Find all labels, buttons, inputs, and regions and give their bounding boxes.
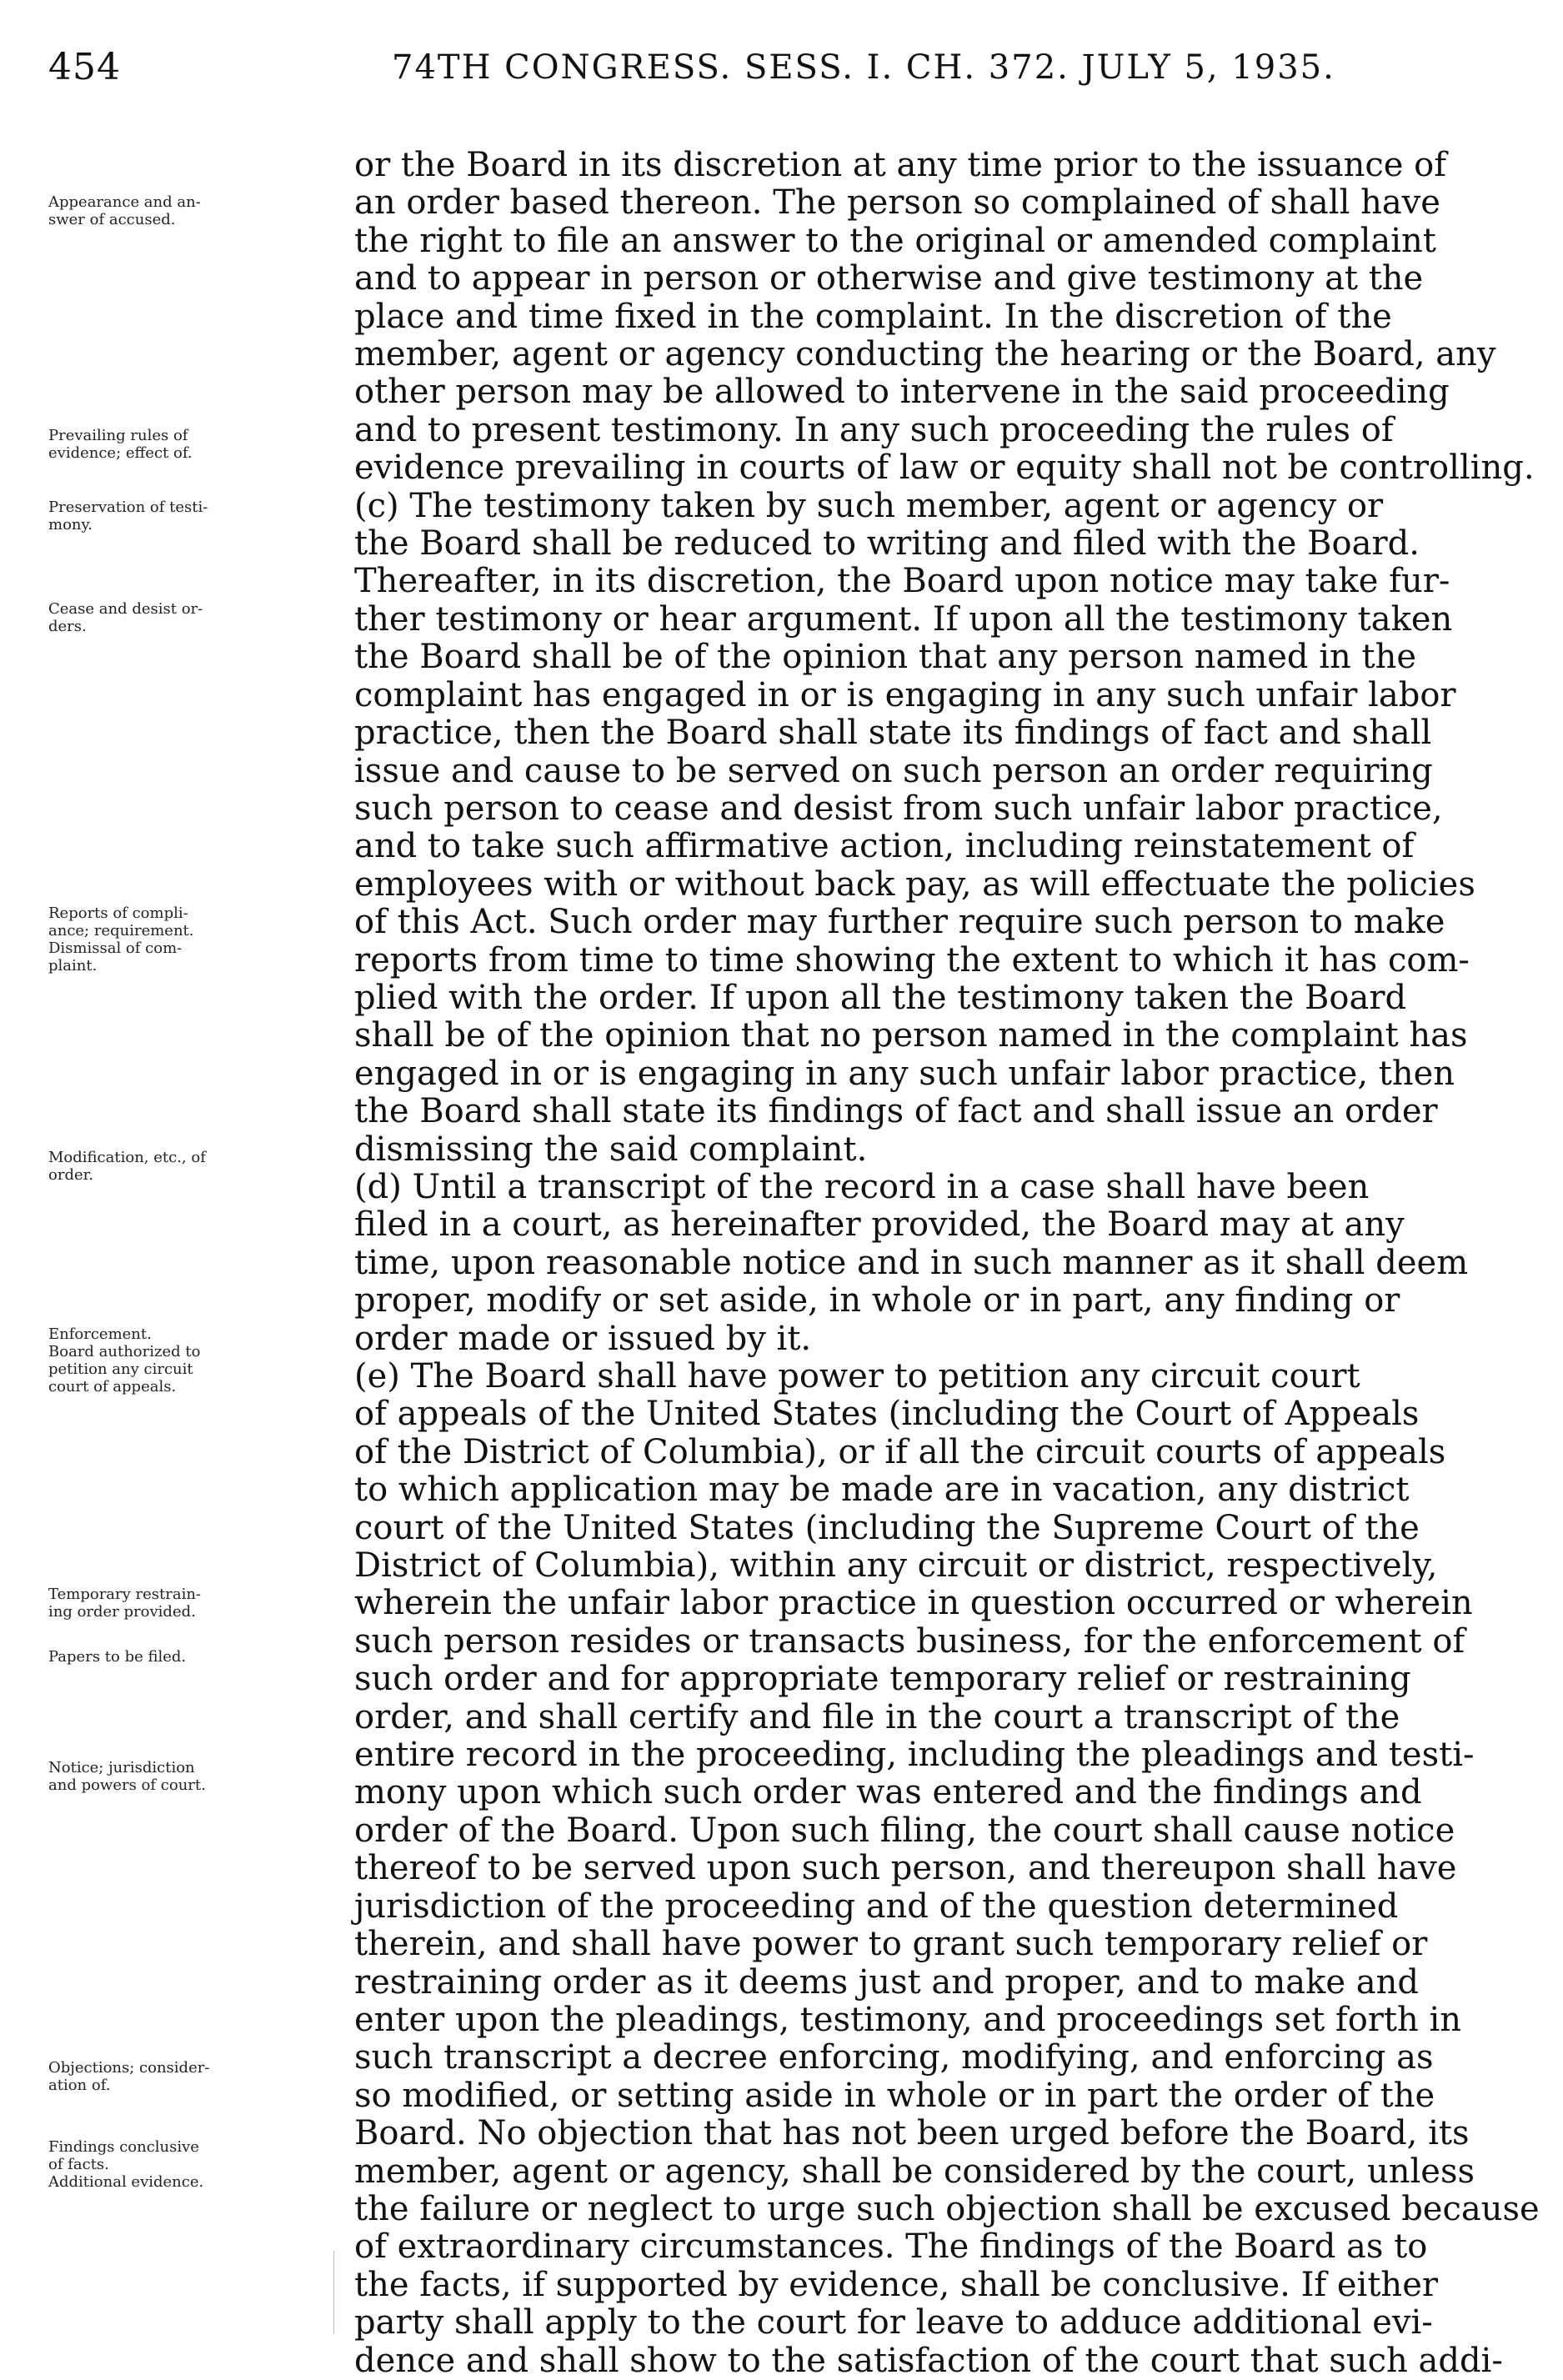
text-line: complaint has engaged in or is engaging in any such unfair labor (354, 675, 1456, 714)
note-line: Modification, etc., of (48, 1149, 206, 1166)
text-line: or the Board in its discretion at any time prior to the issuance of (354, 146, 1446, 184)
note-line: ing order provided. (48, 1603, 196, 1621)
margin-note-appearance (48, 193, 336, 228)
text-line: (d) Until a transcript of the record in a case shall have been (354, 1167, 1370, 1206)
note-line: Findings conclusive (48, 2138, 199, 2156)
text-line: of the District of Columbia), or if all the circuit courts of appeals (354, 1432, 1446, 1471)
text-line: order of the Board. Upon such filing, the court shall cause notice (354, 1811, 1455, 1850)
text-line: District of Columbia), within any circuit or district, respectively, (354, 1546, 1438, 1586)
note-line: order. (48, 1166, 93, 1184)
text-line: of this Act. Such order may further require such person to make (354, 903, 1445, 942)
text-line: (e) The Board shall have power to petition any circuit court (354, 1357, 1360, 1395)
text-line: Board. No objection that has not been urged before the Board, its (354, 2114, 1470, 2153)
text-line: jurisdiction of the proceeding and of the question determined (354, 1886, 1399, 1926)
text-line: shall be of the opinion that no person named in the complaint has (354, 1016, 1468, 1055)
text-line: (c) The testimony taken by such member, agent or agency or (354, 486, 1384, 525)
text-line: member, agent or agency conducting the hearing or the Board, any (354, 335, 1496, 374)
note-line: Appearance and an- (48, 193, 201, 211)
text-line: and to appear in person or otherwise and give testimony at the (354, 259, 1424, 298)
margin-divider-rule (333, 2251, 334, 2334)
note-line: Notice; jurisdiction (48, 1759, 195, 1776)
text-line: enter upon the pleadings, testimony, and proceedings set forth in (354, 2000, 1462, 2039)
text-line: so modified, or setting aside in whole or in part the order of the (354, 2076, 1435, 2115)
note-line: plaint. (48, 957, 98, 975)
text-line: the Board shall state its findings of fact and shall issue an order (354, 1092, 1438, 1131)
text-line: plied with the order. If upon all the testimony taken the Board (354, 978, 1407, 1017)
text-line: order, and shall certify and file in the court a transcript of the (354, 1697, 1400, 1736)
text-line: issue and cause to be served on such person an order requiring (354, 751, 1433, 790)
note-line: Cease and desist or- (48, 600, 203, 618)
margin-note-papers (48, 1648, 336, 1666)
text-line: engaged in or is engaging in any such unfair labor practice, then (354, 1054, 1455, 1093)
note-line: Dismissal of com- (48, 939, 183, 957)
text-line: thereof to be served upon such person, and thereupon shall have (354, 1849, 1457, 1888)
text-line: of appeals of the United States (including the Court of Appeals (354, 1395, 1420, 1434)
note-line: court of appeals. (48, 1378, 177, 1395)
note-line: Papers to be filed. (48, 1648, 187, 1666)
text-line: reports from time to time showing the extent to which it has com- (354, 940, 1470, 980)
text-line: restraining order as it deems just and proper, and to make and (354, 1962, 1419, 2002)
note-line: Temporary restrain- (48, 1586, 202, 1603)
note-line: and powers of court. (48, 1776, 206, 1794)
text-line: place and time fixed in the complaint. In the discretion of the (354, 297, 1392, 336)
text-line: dismissing the said complaint. (354, 1130, 868, 1169)
margin-note-notice (48, 1759, 336, 1794)
margin-note-temporary (48, 1586, 336, 1621)
note-line: Enforcement. (48, 1325, 152, 1343)
text-line: such person to cease and desist from such unfair labor practice, (354, 789, 1443, 828)
text-line: time, upon reasonable notice and in such manner as it shall deem (354, 1243, 1469, 1282)
note-line: evidence; effect of. (48, 444, 193, 462)
text-line: employees with or without back pay, as will effectuate the policies (354, 864, 1475, 904)
text-line: and to present testimony. In any such proceeding the rules of (354, 410, 1394, 449)
text-line: wherein the unfair labor practice in question occurred or wherein (354, 1584, 1473, 1623)
note-line: Reports of compli- (48, 904, 188, 922)
note-line: ders. (48, 618, 87, 635)
text-line: member, agent or agency, shall be considered by the court, unless (354, 2152, 1475, 2191)
text-line: the failure or neglect to urge such objection shall be excused because (354, 2189, 1540, 2228)
text-line: evidence prevailing in courts of law or equity shall not be controlling. (354, 448, 1535, 488)
note-line: of facts. (48, 2156, 109, 2173)
note-line: Prevailing rules of (48, 427, 188, 444)
text-line: of extraordinary circumstances. The findings of the Board as to (354, 2227, 1428, 2267)
text-line: entire record in the proceeding, including the pleadings and testi- (354, 1736, 1475, 1775)
text-line: therein, and shall have power to grant such temporary relief or (354, 1925, 1428, 1964)
margin-note-reports (48, 904, 336, 975)
margin-note-enforcement (48, 1325, 336, 1395)
note-line: ation of. (48, 2077, 111, 2094)
note-line: Additional evidence. (48, 2173, 204, 2191)
margin-note-preservation (48, 499, 336, 534)
text-line: to which application may be made are in vacation, any district (354, 1471, 1410, 1510)
note-line: swer of accused. (48, 211, 176, 228)
note-line: Preservation of testi- (48, 499, 208, 516)
text-line: the Board shall be of the opinion that any person named in the (354, 638, 1417, 677)
margin-note-objections (48, 2059, 336, 2094)
margin-note-findings (48, 2138, 336, 2191)
text-line: such transcript a decree enforcing, modifying, and enforcing as (354, 2038, 1434, 2077)
text-line: other person may be allowed to intervene in the said proceeding (354, 373, 1450, 412)
note-line: Board authorized to (48, 1343, 201, 1360)
text-line: order made or issued by it. (354, 1319, 812, 1358)
page-number: 454 (48, 46, 121, 88)
margin-note-modification (48, 1149, 336, 1184)
note-line: petition any circuit (48, 1360, 193, 1378)
text-line: court of the United States (including the Supreme Court of the (354, 1508, 1420, 1547)
text-line: an order based thereon. The person so complained of shall have (354, 183, 1440, 223)
margin-notes (48, 0, 336, 2377)
text-line: party shall apply to the court for leave to adduce additional evi- (354, 2303, 1433, 2342)
text-line: proper, modify or set aside, in whole or in part, any finding or (354, 1281, 1400, 1320)
note-line: Objections; consider- (48, 2059, 210, 2077)
note-line: ance; requirement. (48, 922, 194, 939)
text-line: such person resides or transacts business, for the enforcement of (354, 1621, 1465, 1661)
note-line: mony. (48, 516, 93, 534)
margin-note-evidence (48, 427, 336, 462)
text-line: dence and shall show to the satisfaction of the court that such addi- (354, 2341, 1503, 2380)
text-line: the facts, if supported by evidence, shall be conclusive. If either (354, 2265, 1438, 2304)
text-line: practice, then the Board shall state its findings of fact and shall (354, 714, 1432, 753)
text-line: mony upon which such order was entered and the findings and (354, 1773, 1422, 1812)
text-line: ther testimony or hear argument. If upon all the testimony taken (354, 599, 1453, 639)
margin-note-cease-desist (48, 600, 336, 635)
text-line: and to take such affirmative action, including reinstatement of (354, 827, 1415, 866)
running-head: 74TH CONGRESS. SESS. I. CH. 372. JULY 5, 1935. (392, 48, 1335, 87)
text-line: the right to file an answer to the original or amended complaint (354, 221, 1436, 260)
text-line: the Board shall be reduced to writing and filed with the Board. (354, 524, 1420, 564)
text-line: Thereafter, in its discretion, the Board upon notice may take fur- (354, 562, 1450, 601)
text-line: filed in a court, as hereinafter provided, the Board may at any (354, 1205, 1405, 1245)
statute-text (354, 146, 1540, 2380)
text-line: such order and for appropriate temporary relief or restraining (354, 1660, 1411, 1699)
